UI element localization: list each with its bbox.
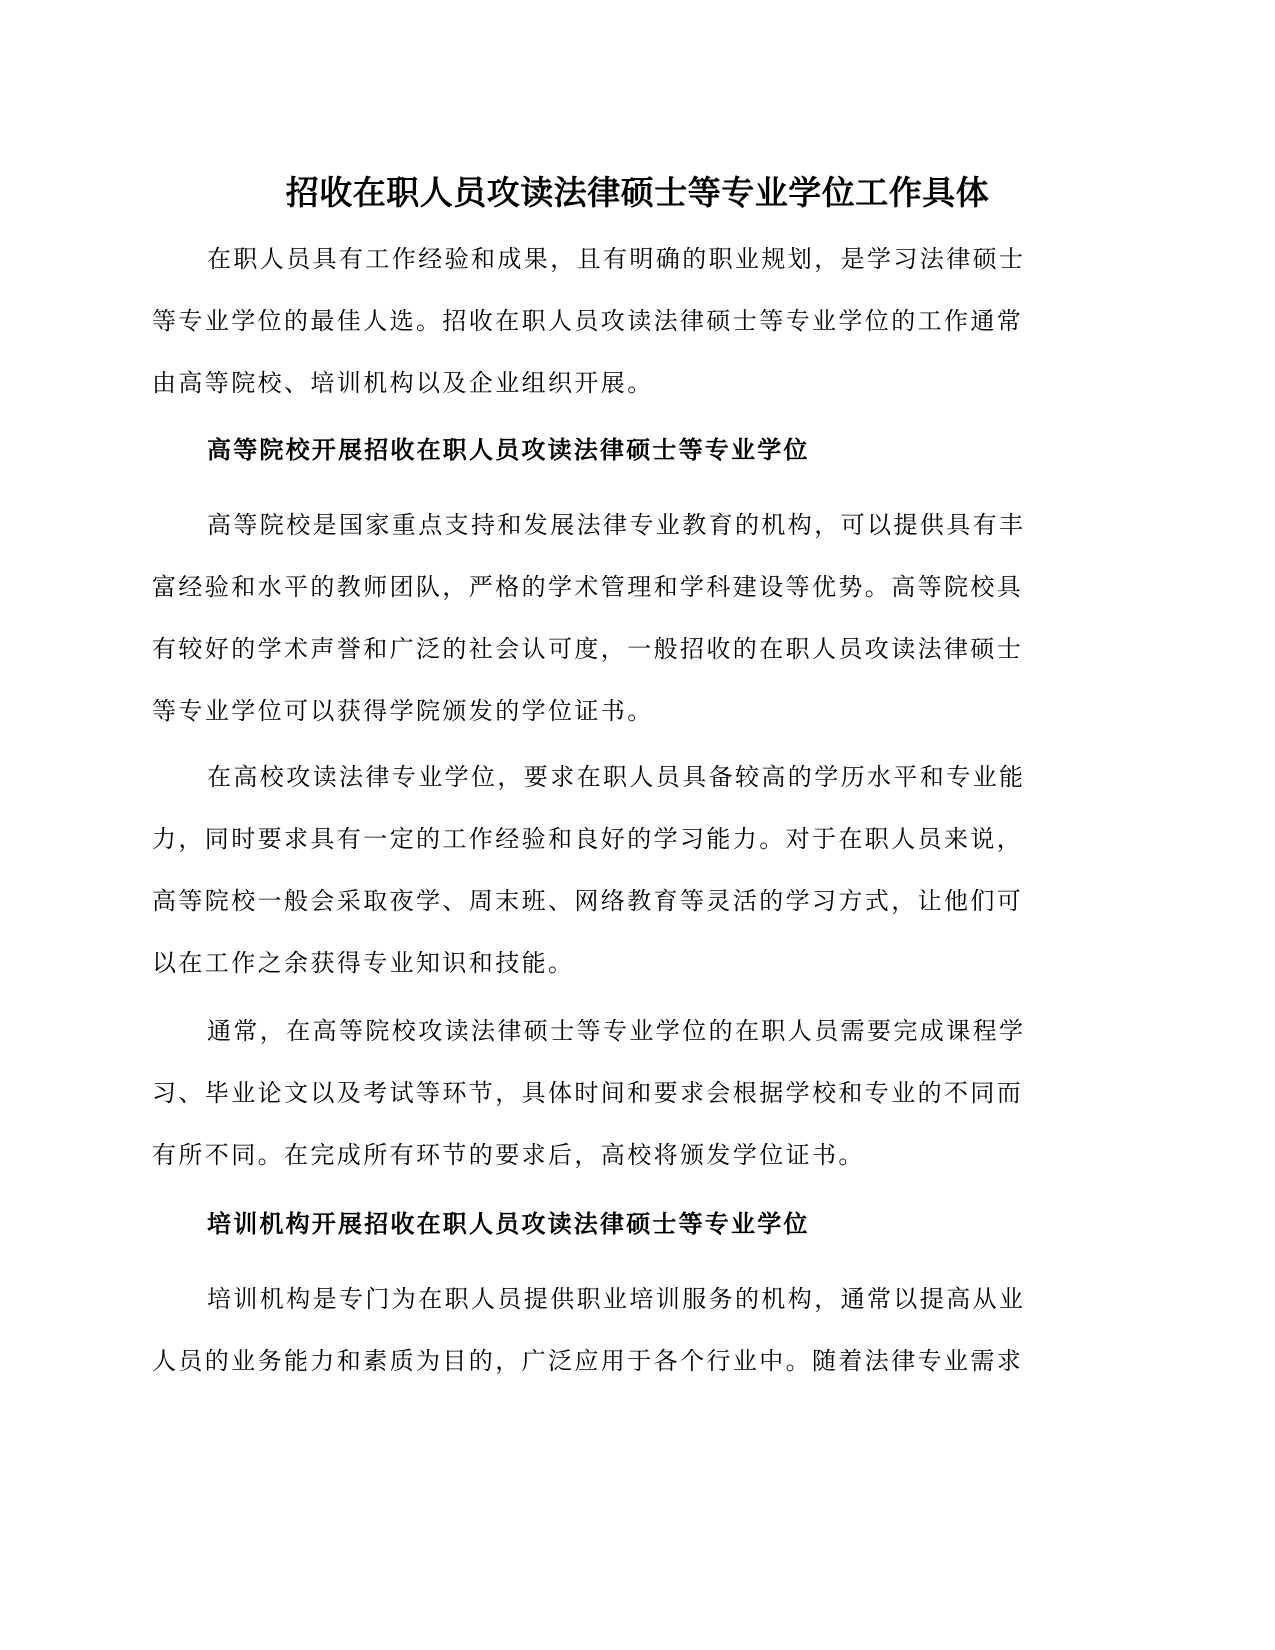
paragraph-line: 高等院校是国家重点支持和发展法律专业教育的机构，可以提供具有丰 <box>207 511 1026 539</box>
paragraph-line: 高等院校一般会采取夜学、周末班、网络教育等灵活的学习方式，让他们可 <box>152 887 1024 915</box>
paragraph-line: 习、毕业论文以及考试等环节，具体时间和要求会根据学校和专业的不同而 <box>152 1079 1024 1107</box>
paragraph-line: 有所不同。在完成所有环节的要求后，高校将颁发学位证书。 <box>152 1141 865 1169</box>
paragraph-line: 在高校攻读法律专业学位，要求在职人员具备较高的学历水平和专业能 <box>207 763 1026 791</box>
paragraph-line: 通常，在高等院校攻读法律硕士等专业学位的在职人员需要完成课程学 <box>207 1017 1026 1045</box>
document-title: 招收在职人员攻读法律硕士等专业学位工作具体 <box>285 173 990 212</box>
intro-paragraph <box>152 228 1112 414</box>
paragraph-universities-3 <box>152 1000 1112 1186</box>
paragraph-line: 力，同时要求具有一定的工作经验和良好的学习能力。对于在职人员来说， <box>152 825 1024 853</box>
paragraph-universities-1 <box>152 494 1112 742</box>
paragraph-line: 在职人员具有工作经验和成果，且有明确的职业规划，是学习法律硕士 <box>207 245 1026 273</box>
paragraph-training-1 <box>152 1268 1112 1392</box>
paragraph-line: 由高等院校、培训机构以及企业组织开展。 <box>152 369 654 397</box>
paragraph-line: 以在工作之余获得专业知识和技能。 <box>152 949 575 977</box>
paragraph-universities-2 <box>152 746 1112 994</box>
paragraph-line: 人员的业务能力和素质为目的，广泛应用于各个行业中。随着法律专业需求 <box>152 1347 1024 1375</box>
section-heading-universities: 高等院校开展招收在职人员攻读法律硕士等专业学位 <box>207 436 810 464</box>
section-heading-training: 培训机构开展招收在职人员攻读法律硕士等专业学位 <box>207 1210 810 1238</box>
paragraph-line: 有较好的学术声誉和广泛的社会认可度，一般招收的在职人员攻读法律硕士 <box>152 635 1024 663</box>
paragraph-line: 等专业学位可以获得学院颁发的学位证书。 <box>152 697 654 725</box>
paragraph-line: 富经验和水平的教师团队，严格的学术管理和学科建设等优势。高等院校具 <box>152 573 1024 601</box>
paragraph-line: 培训机构是专门为在职人员提供职业培训服务的机构，通常以提高从业 <box>207 1285 1026 1313</box>
paragraph-line: 等专业学位的最佳人选。招收在职人员攻读法律硕士等专业学位的工作通常 <box>152 307 1024 335</box>
